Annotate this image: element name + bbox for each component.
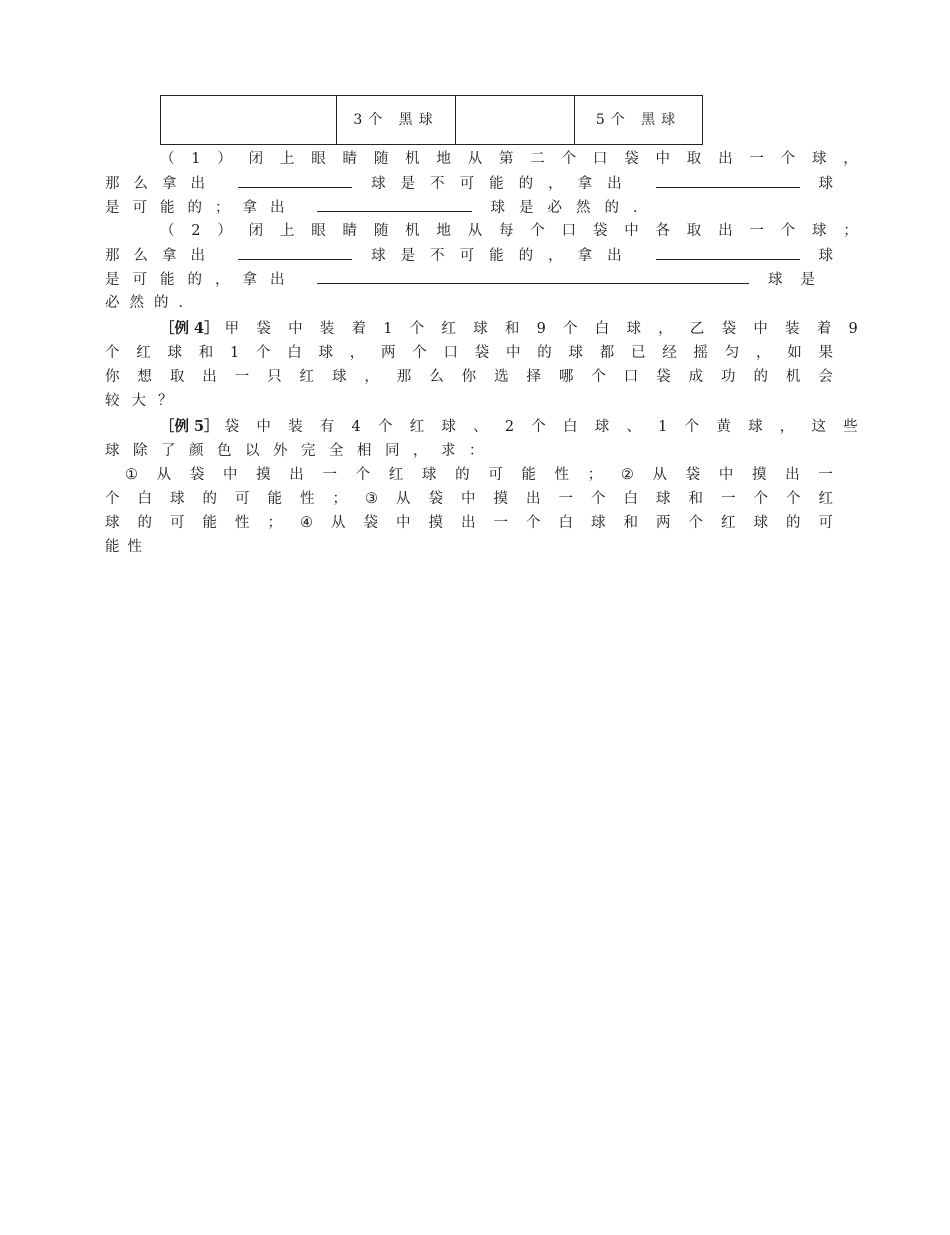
glyph: ③ (365, 491, 378, 507)
glyph: 地 (436, 151, 451, 167)
glyph: 机 (785, 369, 801, 385)
glyph: 个 (753, 491, 768, 507)
glyph: 性 (554, 467, 570, 483)
example5-label: ［例 5］ (160, 418, 219, 435)
glyph: 白 (623, 491, 638, 507)
glyph: 可 (488, 467, 503, 483)
glyph: 如 (787, 345, 802, 361)
glyph: 摇 (693, 345, 708, 361)
q1-text-c: 球 (818, 176, 833, 192)
glyph: 袋 (189, 467, 205, 483)
glyph: 一 (322, 467, 337, 483)
glyph: 中 (505, 345, 521, 361)
glyph: 性 (300, 491, 315, 507)
glyph: 中 (396, 515, 411, 531)
glyph: 出 (202, 369, 217, 385)
glyph: 一 (749, 151, 764, 167)
glyph: 球 (473, 321, 488, 337)
glyph: 选 (494, 369, 509, 385)
glyph: 出 (718, 151, 733, 167)
q1-text-a: 那么拿出 (105, 176, 219, 192)
glyph: 能 (202, 515, 217, 531)
glyph: 袋 (721, 321, 737, 337)
glyph: 和 (198, 345, 214, 361)
glyph: 9 (536, 321, 546, 337)
q2-text-b: 球是不可能的，拿出 (371, 248, 637, 264)
glyph: 口 (561, 223, 577, 239)
glyph: 睛 (342, 151, 358, 167)
glyph: 择 (526, 369, 541, 385)
example4-text1 (225, 318, 858, 340)
glyph: 中 (655, 151, 670, 167)
glyph: ； (267, 515, 282, 531)
glyph: 上 (279, 151, 295, 167)
glyph: 球 (568, 345, 583, 361)
glyph: ） (217, 223, 232, 239)
glyph: 中 (222, 467, 238, 483)
glyph: 红 (136, 345, 151, 361)
q1-line3 (105, 196, 833, 218)
glyph: 那 (396, 369, 412, 385)
q2-text-a: 那么拿出 (105, 248, 219, 264)
glyph: 从 (467, 223, 483, 239)
glyph: 和 (623, 515, 638, 531)
glyph: 一 (818, 467, 833, 483)
glyph: 袋 (656, 369, 671, 385)
glyph: 个 (561, 151, 577, 167)
table-cell-2: 3个 黑球 (337, 96, 456, 145)
glyph: 个 (786, 491, 801, 507)
glyph: 口 (623, 369, 639, 385)
glyph: 袋 (224, 419, 240, 435)
glyph: 哪 (558, 369, 574, 385)
glyph: 出 (718, 223, 733, 239)
glyph: 一 (493, 515, 508, 531)
glyph: 成 (688, 369, 704, 385)
glyph: 装 (288, 419, 303, 435)
glyph: ， (658, 321, 673, 337)
glyph: 中 (624, 223, 639, 239)
glyph: 闭 (248, 223, 264, 239)
glyph: ， (349, 345, 365, 361)
glyph: 一 (721, 491, 736, 507)
example5-text1 (225, 416, 858, 438)
glyph: 4 (351, 419, 361, 435)
glyph: 球 (656, 491, 671, 507)
glyph: 白 (558, 515, 573, 531)
glyph: 乙 (689, 321, 705, 337)
glyph: 的 (786, 515, 801, 531)
glyph: 2 (191, 223, 201, 239)
glyph: 么 (429, 369, 444, 385)
glyph: 、 (626, 419, 641, 435)
example5-line4 (105, 488, 833, 510)
glyph: 红 (388, 467, 404, 483)
glyph: 第 (499, 151, 514, 167)
table-cell-3 (456, 96, 575, 145)
example4-line2 (105, 342, 833, 364)
glyph: （ (160, 223, 175, 239)
q2-text-e: 球是 (768, 272, 833, 288)
glyph: 球 (748, 419, 763, 435)
glyph: 从 (396, 491, 411, 507)
glyph: 个 (591, 491, 606, 507)
glyph: 取 (169, 369, 185, 385)
glyph: 机 (405, 223, 420, 239)
q2-text-d: 是可能的，拿出 (105, 272, 298, 288)
glyph: 每 (499, 223, 514, 239)
glyph: 出 (289, 467, 304, 483)
glyph: 匀 (724, 345, 740, 361)
answer-blank-1[interactable] (238, 172, 352, 188)
answer-blank-2[interactable] (656, 172, 800, 188)
glyph: 随 (373, 223, 389, 239)
glyph: ④ (300, 515, 313, 531)
q1-text-b: 球是不可能的，拿出 (371, 176, 637, 192)
glyph: ； (332, 491, 347, 507)
glyph: 的 (537, 345, 552, 361)
glyph: 功 (721, 369, 736, 385)
glyph: 睛 (342, 223, 358, 239)
glyph: 个 (105, 491, 120, 507)
glyph: 一 (234, 369, 250, 385)
glyph: 、 (473, 419, 488, 435)
glyph: 都 (599, 345, 615, 361)
q1-text-e: 球是必然的． (490, 200, 662, 216)
glyph: 取 (686, 151, 702, 167)
example4-label: ［例 4］ (160, 320, 219, 337)
glyph: 个 (409, 321, 425, 337)
glyph: 地 (436, 223, 451, 239)
glyph: 袋 (685, 467, 701, 483)
q2-text-c: 球 (818, 248, 833, 264)
glyph: 从 (331, 515, 346, 531)
q2-line1 (160, 220, 858, 242)
glyph: 1 (658, 419, 668, 435)
glyph: 甲 (224, 321, 240, 337)
glyph: 白 (137, 491, 152, 507)
glyph: 中 (461, 491, 476, 507)
example5-line6: 能性 (105, 539, 150, 555)
glyph: ， (364, 369, 379, 385)
glyph: 摸 (428, 515, 443, 531)
glyph: 黄 (716, 419, 731, 435)
glyph: 出 (785, 467, 800, 483)
glyph: 球 (318, 345, 333, 361)
glyph: 机 (405, 151, 420, 167)
glyph: （ (160, 151, 175, 167)
glyph: 上 (279, 223, 295, 239)
table-cell-1 (161, 96, 337, 145)
glyph: 球 (170, 491, 185, 507)
q1-text-d: 是可能的；拿出 (105, 200, 298, 216)
answer-blank-3[interactable] (317, 196, 472, 212)
glyph: 球 (626, 321, 641, 337)
example5-line3 (125, 464, 833, 486)
glyph: 球 (331, 369, 347, 385)
glyph: 袋 (363, 515, 378, 531)
glyph: 眼 (311, 151, 326, 167)
glyph: 球 (753, 515, 768, 531)
glyph: 个 (255, 345, 271, 361)
glyph: ； (587, 467, 603, 483)
glyph: 袋 (428, 491, 443, 507)
glyph: 装 (785, 321, 800, 337)
glyph: 红 (818, 491, 833, 507)
glyph: 想 (137, 369, 152, 385)
glyph: 性 (235, 515, 250, 531)
glyph: 已 (630, 345, 646, 361)
glyph: 球 (811, 223, 827, 239)
glyph: 白 (594, 321, 610, 337)
glyph: 有 (319, 419, 335, 435)
glyph: 二 (530, 151, 545, 167)
glyph: 的 (455, 467, 470, 483)
glyph: 些 (843, 419, 858, 435)
glyph: 个 (526, 515, 541, 531)
glyph: 中 (753, 321, 768, 337)
glyph: 只 (267, 369, 282, 385)
glyph: ， (843, 151, 858, 167)
q2-line4: 必然的． (105, 295, 203, 311)
glyph: 从 (156, 467, 172, 483)
glyph: 袋 (256, 321, 271, 337)
glyph: 红 (441, 321, 456, 337)
glyph: 个 (377, 419, 393, 435)
glyph: 着 (816, 321, 832, 337)
example5-line2: 球除了颜色以外完全相同，求： (105, 443, 497, 459)
glyph: ； (843, 223, 858, 239)
glyph: 红 (721, 515, 736, 531)
glyph: 和 (504, 321, 520, 337)
glyph: 会 (818, 369, 833, 385)
glyph: 球 (105, 515, 120, 531)
glyph: 一 (749, 223, 764, 239)
glyph: 个 (412, 345, 427, 361)
answer-blank-5[interactable] (656, 244, 800, 260)
table-cell-4: 5个 黑球 (575, 96, 703, 145)
glyph: 可 (170, 515, 185, 531)
glyph: 这 (811, 419, 826, 435)
glyph: 个 (530, 223, 545, 239)
glyph: 1 (191, 151, 201, 167)
example4-line3 (105, 366, 833, 388)
glyph: 个 (355, 467, 371, 483)
glyph: 取 (686, 223, 702, 239)
glyph: 随 (373, 151, 389, 167)
glyph: ② (620, 467, 634, 483)
glyph: 红 (409, 419, 425, 435)
glyph: 1 (230, 345, 240, 361)
glyph: 中 (256, 419, 271, 435)
glyph: 出 (526, 491, 541, 507)
glyph: 可 (818, 515, 833, 531)
glyph: 可 (235, 491, 250, 507)
glyph: 个 (684, 419, 700, 435)
glyph: 个 (105, 345, 120, 361)
glyph: 个 (780, 151, 796, 167)
glyph: 个 (591, 369, 606, 385)
q1-line2 (105, 172, 833, 194)
glyph: 中 (288, 321, 303, 337)
glyph: 的 (137, 515, 152, 531)
glyph: 着 (351, 321, 367, 337)
glyph: 个 (531, 419, 546, 435)
example4-line4: 较大？ (105, 393, 185, 409)
glyph: 装 (319, 321, 335, 337)
example5-line5 (105, 512, 833, 534)
answer-blank-4[interactable] (238, 244, 352, 260)
glyph: 9 (848, 321, 858, 337)
glyph: 口 (592, 151, 608, 167)
glyph: 球 (811, 151, 827, 167)
glyph: ① (125, 467, 138, 483)
table-row (161, 96, 703, 145)
glyph: 两 (656, 515, 671, 531)
glyph: 能 (521, 467, 536, 483)
glyph: 从 (467, 151, 483, 167)
glyph: ， (779, 419, 795, 435)
bag-table (160, 95, 703, 145)
glyph: 袋 (592, 223, 608, 239)
glyph: 1 (383, 321, 393, 337)
answer-blank-6[interactable] (317, 268, 750, 284)
q2-line2 (105, 244, 833, 266)
glyph: 你 (105, 369, 120, 385)
glyph: 两 (380, 345, 396, 361)
glyph: 经 (662, 345, 677, 361)
example4-line1 (160, 318, 858, 340)
glyph: 闭 (248, 151, 264, 167)
glyph: 白 (563, 419, 578, 435)
glyph: 2 (504, 419, 515, 435)
glyph: 和 (688, 491, 703, 507)
example5-line1 (160, 416, 858, 438)
glyph: 摸 (493, 491, 508, 507)
glyph: 出 (461, 515, 476, 531)
glyph: 球 (594, 419, 610, 435)
glyph: 一 (558, 491, 573, 507)
glyph: 球 (591, 515, 606, 531)
glyph: ） (217, 151, 232, 167)
glyph: 能 (267, 491, 282, 507)
glyph: 个 (563, 321, 578, 337)
glyph: 的 (753, 369, 768, 385)
glyph: 摸 (751, 467, 767, 483)
glyph: 的 (202, 491, 217, 507)
glyph: 你 (461, 369, 477, 385)
glyph: 红 (299, 369, 315, 385)
glyph: 果 (818, 345, 833, 361)
glyph: 个 (688, 515, 703, 531)
glyph: 白 (287, 345, 302, 361)
glyph: 个 (780, 223, 796, 239)
glyph: 中 (718, 467, 734, 483)
glyph: ， (755, 345, 771, 361)
glyph: 口 (443, 345, 458, 361)
q1-line1 (160, 148, 858, 170)
glyph: 从 (652, 467, 667, 483)
glyph: 球 (421, 467, 437, 483)
glyph: 球 (441, 419, 456, 435)
glyph: 袋 (624, 151, 639, 167)
glyph: 各 (655, 223, 670, 239)
glyph: 球 (167, 345, 182, 361)
glyph: 袋 (474, 345, 490, 361)
q2-line3 (105, 268, 833, 290)
glyph: 摸 (256, 467, 271, 483)
glyph: 眼 (311, 223, 326, 239)
